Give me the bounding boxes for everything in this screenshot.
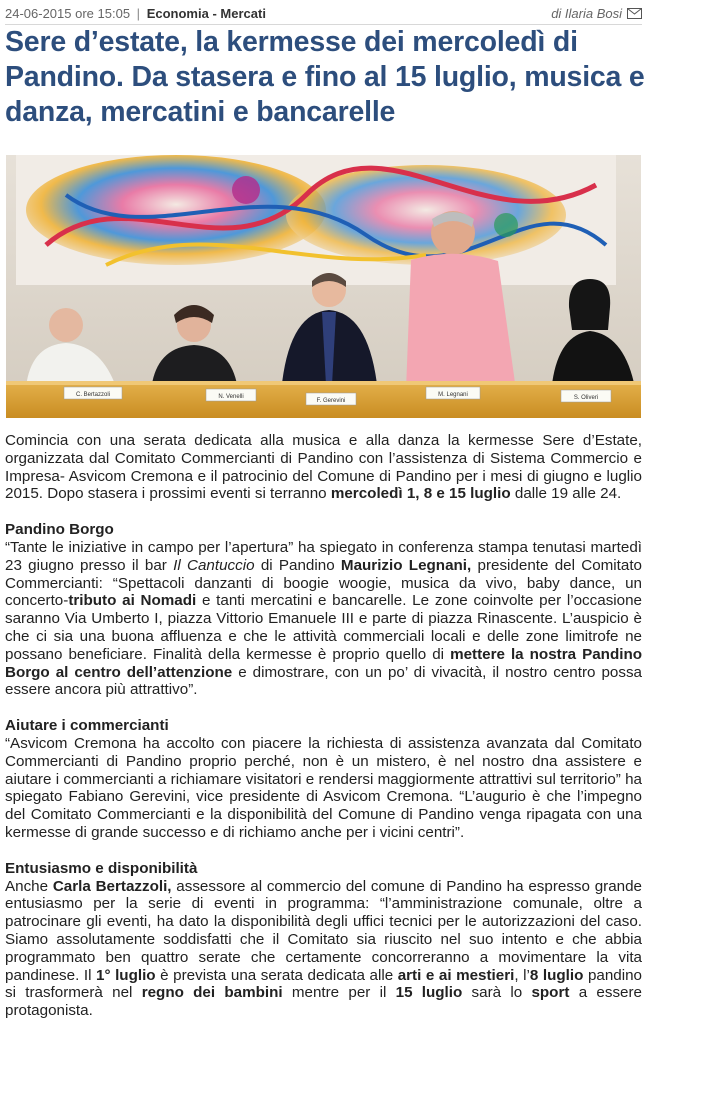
meta-separator: | [136, 6, 141, 21]
name-tag-5: S. Oliveri [573, 395, 599, 401]
envelope-icon[interactable] [627, 8, 642, 19]
section-link[interactable]: Economia [146, 6, 209, 21]
author-link[interactable]: di Ilaria Bosi [551, 6, 622, 21]
name-tag-1: C. Bertazzoli [75, 392, 111, 398]
name-tag-3: F. Gerevini [316, 398, 346, 404]
article-meta [5, 6, 642, 25]
paragraph-aiutare: “Asvicom Cremona ha accolto con piacere la richiesta di assistenza avanzata dal Comitato Commercianti di Pandino proprio perché, non è un mistero, è nel nostro dna assistere e aiutare i commercianti a richiamare visitatori e rendersi maggiormente attrattivi sul territorio” ha spiegato Fabiano Gerevini, vice presidente di Asvicom Cremona. “L’augurio è che l’impegno del Comitato Commercianti e la disponibilità del Comune di Pandino venga ripagata con una kermesse di grande successo e di richiamo anche per i vicini centri”. [5, 734, 642, 841]
intro-paragraph: Comincia con una serata dedicata alla musica e alla danza la kermesse Sere d’Estate, organizzata dal Comitato Commercianti di Pandino con l’assistenza di Sistema Commercio e Impresa- Asvicom Cremona e il patrocinio del Comune di Pandino per i mesi di giugno e luglio 2015. Dopo stasera i prossimi eventi si terranno mercoledì 1, 8 e 15 luglio dalle 19 alle 24. [5, 432, 642, 503]
article-photo [6, 155, 641, 418]
publish-date: 24-06-2015 ore 15:05 [5, 6, 131, 21]
press-conference-image [6, 155, 641, 418]
paragraph-entusiasmo: Anche Carla Bertazzoli, assessore al commercio del comune di Pandino ha espresso grande entusiasmo per la serie di eventi in programma: “l’amministrazione comunale, oltre a patrocinare gli eventi, ha dato la disponibilità degli uffici tecnici per le autorizzazioni del caso. Siamo assolutamente soddisfatti che il Comitato sia riuscito nel suo intento e che abbia programmato ben quattro serate che certamente concorreranno a movimentare la vita pandinese. Il 1° luglio è prevista una serata dedicata alle arti e ai mestieri, l’8 luglio pandino si trasformerà nel regno dei bambini mentre per il 15 luglio sarà lo sport a essere protagonista. [5, 877, 642, 1020]
article-body [5, 432, 642, 1038]
section-heading-aiutare: Aiutare i commercianti [5, 717, 169, 735]
category-dash: - [212, 6, 217, 21]
paragraph-pandino-borgo: “Tante le iniziative in campo per l’apertura” ha spiegato in conferenza stampa tenutasi martedì 23 giugno presso il bar Il Cantuccio di Pandino Maurizio Legnani, presidente del Comitato Commercianti: “Spettacoli danzanti di boogie woogie, musica da vivo, baby dance, un concerto-tributo ai Nomadi e tanti mercatini e bancarelle. Le zone coinvolte per l’occasione saranno Via Umberto I, piazza Vittorio Emanuele III e parte di piazza Rinascente. L’auspicio è che ci sia una buona affluenza e che le attività commerciali locali e delle zone limitrofe ne possano beneficiare. Finalità della kermesse è proprio quello di mettere la nostra Pandino Borgo al centro dell’attenzione e dimostrare, con un po’ di vivacità, il nostro centro possa essere ancora più attrattivo”. [5, 538, 643, 699]
name-tag-2: N. Venelli [218, 394, 244, 400]
subsection-link[interactable]: Mercati [220, 6, 266, 21]
name-tag-4: M. Legnani [438, 392, 468, 398]
section-heading-entusiasmo: Entusiasmo e disponibilità [5, 859, 198, 877]
section-heading-pandino-borgo: Pandino Borgo [5, 521, 114, 539]
article-title: Sere d’estate, la kermesse dei mercoledì di Pandino. Da stasera e fino al 15 luglio, musica e danza, mercatini e bancarelle [5, 26, 645, 128]
